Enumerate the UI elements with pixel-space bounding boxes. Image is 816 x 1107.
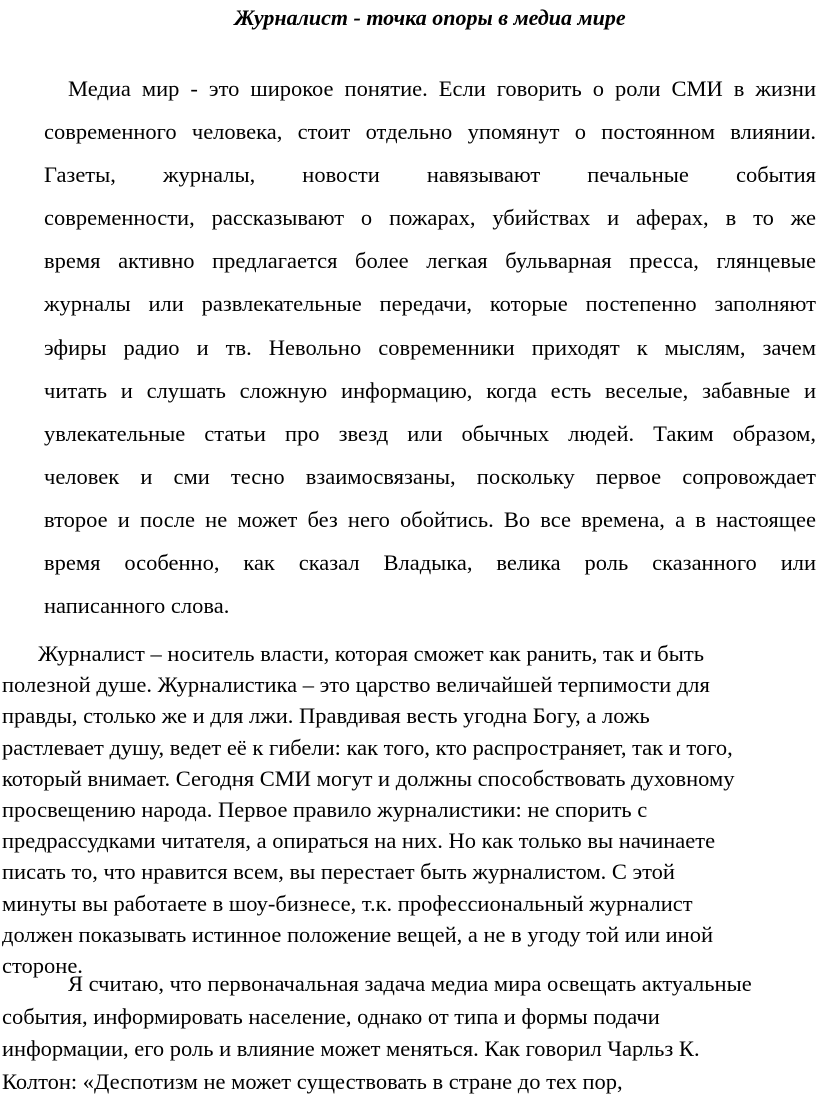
paragraph-2-line: предрассудками читателя, а опираться на них. Но как только вы начинаете [2, 828, 716, 854]
paragraph-1-line: эфиры радио и тв. Невольно современники приходят к мыслям, зачем [44, 334, 816, 360]
paragraph-1-line: время особенно, как сказал Владыка, велика роль сказанного или [44, 550, 816, 576]
paragraph-3-line: информации, его роль и влияние может меняться. Как говорил Чарльз К. [2, 1036, 700, 1061]
paragraph-1-line: Медиа мир - это широкое понятие. Если говорить о роли СМИ в жизни [68, 76, 816, 101]
paragraph-1-line: написанного слова. [44, 593, 230, 619]
paragraph-3-line: Колтон: «Деспотизм не может существовать в стране до тех пор, [2, 1068, 623, 1094]
paragraph-1-line: второе и после не может без него обойтись. Во все времена, а в настоящее [44, 506, 816, 532]
paragraph-2-line: растлевает душу, ведет её к гибели: как того, кто распространяет, так и того, [2, 734, 733, 760]
document-title: Журналист - точка опоры в медиа мире [234, 5, 626, 30]
paragraph-1-line: увлекательные статьи про звезд или обычных людей. Таким образом, [44, 420, 816, 446]
paragraph-1 [44, 67, 816, 627]
paragraph-1-line: читать и слушать сложную информацию, когда есть веселые, забавные и [44, 377, 816, 403]
paragraph-2-line: писать то, что нравится всем, вы перестает быть журналистом. С этой [2, 859, 675, 885]
paragraph-3-line: события, информировать население, однако от типа и формы подачи [2, 1003, 660, 1029]
paragraph-2-line: который внимает. Сегодня СМИ могут и должны способствовать духовному [2, 765, 735, 791]
paragraph-1-line: Газеты, журналы, новости навязывают печальные события [44, 162, 816, 188]
paragraph-2-line: должен показывать истинное положение вещей, а не в угоду той или иной [2, 921, 714, 947]
paragraph-3-line: Я считаю, что первоначальная задача медиа мира освещать актуальные [68, 971, 752, 996]
paragraph-1-line: современного человека, стоит отдельно упомянут о постоянном влиянии. [44, 119, 816, 145]
paragraph-2-line: стороне. [2, 952, 83, 978]
paragraph-1-line: время активно предлагается более легкая бульварная пресса, глянцевые [44, 248, 816, 274]
paragraph-1-line: журналы или развлекательные передачи, которые постепенно заполняют [44, 291, 816, 317]
paragraph-2-line: минуты вы работаете в шоу-бизнесе, т.к. профессиональный журналист [2, 890, 693, 916]
paragraph-2-line: полезной душе. Журналистика – это царство величайшей терпимости для [2, 672, 710, 698]
paragraph-1-line: человек и сми тесно взаимосвязаны, поскольку первое сопровождает [44, 463, 816, 489]
paragraph-3 [2, 968, 816, 1098]
paragraph-2-line: правды, столько же и для лжи. Правдивая весть угодна Богу, а ложь [2, 703, 650, 729]
paragraph-2 [2, 638, 814, 981]
paragraph-2-line: Журналист – носитель власти, которая сможет как ранить, так и быть [38, 641, 704, 666]
paragraph-1-line: современности, рассказывают о пожарах, убийствах и аферах, в то же [44, 205, 816, 231]
paragraph-2-line: просвещению народа. Первое правило журналистики: не спорить с [2, 796, 648, 822]
